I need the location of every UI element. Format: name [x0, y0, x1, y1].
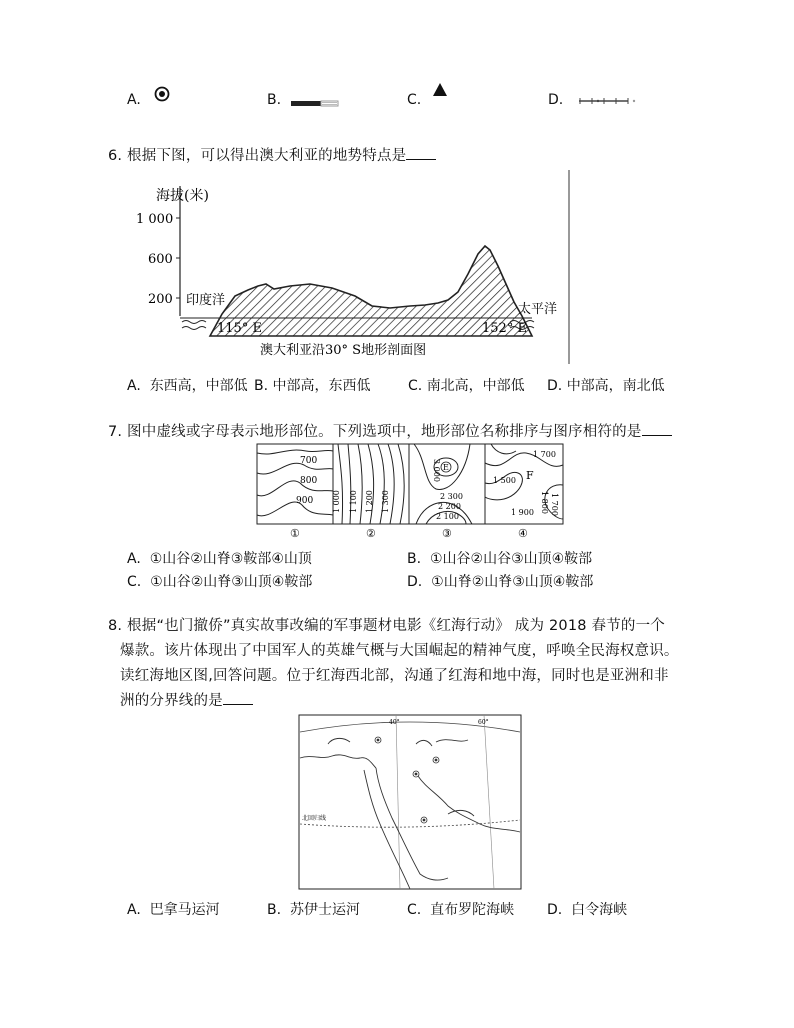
q8-stem-line-2: 爆款。该片体现出了中国军人的英雄气概与大国崛起的精神气度，呼唤全民海权意识。 — [120, 643, 679, 659]
figure-caption: 澳大利亚沿30° S地形剖面图 — [260, 343, 427, 358]
q7-option-c[interactable]: C. ①山谷②山脊③山顶④鞍部 — [127, 574, 313, 590]
contour-label: 1 900 — [511, 508, 534, 517]
map-frame — [299, 715, 521, 889]
triangle-peak-icon — [432, 82, 448, 102]
lon-label: 40° — [389, 719, 400, 726]
q6-stem: 6. 根据下图，可以得出澳大利亚的地势特点是 — [108, 144, 436, 165]
tropic-label: 北回归线 — [302, 815, 327, 822]
q8-option-b[interactable]: B. 苏伊士运河 — [267, 902, 360, 918]
x-right-label: 152° E — [482, 321, 527, 336]
point-label-e: E — [443, 463, 449, 472]
q7-option-b[interactable]: B. ①山谷②山谷③山顶④鞍部 — [407, 551, 593, 567]
x-left-label: 115° E — [217, 321, 262, 336]
y-tick-600: 600 — [148, 252, 173, 267]
q6-option-b[interactable]: B. 中部高，东西低 — [254, 378, 371, 394]
railway-line-icon — [578, 94, 640, 110]
q7-contour-figure — [256, 443, 566, 543]
contour-label: 1 500 — [493, 476, 516, 485]
q5-option-a-letter[interactable]: A. — [127, 92, 141, 108]
q5-option-d-letter[interactable]: D. — [548, 92, 564, 108]
contour-label: 700 — [300, 456, 318, 466]
q8-red-sea-map — [298, 714, 522, 890]
contour-label: 1 700 — [533, 450, 556, 459]
contour-label: 2 300 — [440, 492, 463, 501]
contour-label: 800 — [300, 476, 318, 486]
panel-number: ① — [290, 527, 300, 540]
q5-option-c-letter[interactable]: C. — [407, 92, 422, 108]
answer-blank[interactable] — [642, 423, 672, 436]
q6-option-c[interactable]: C. 南北高，中部低 — [408, 378, 525, 394]
q7-option-d[interactable]: D. ①山脊②山脊③山顶④鞍部 — [407, 574, 594, 590]
y-tick-200: 200 — [148, 292, 173, 307]
point-label-f: F — [526, 469, 534, 482]
lon-label: 60° — [478, 719, 489, 726]
q7-stem: 7. 图中虚线或字母表示地形部位。下列选项中，地形部位名称排序与图序相符的是 — [108, 420, 672, 441]
q5-option-b-letter[interactable]: B. — [267, 92, 282, 108]
y-tick-1000: 1 000 — [136, 212, 174, 227]
q8-option-a[interactable]: A. 巴拿马运河 — [127, 902, 220, 918]
panel-number: ④ — [518, 527, 528, 540]
circle-dot-icon — [154, 86, 170, 106]
answer-blank[interactable] — [406, 147, 436, 160]
q7-option-a[interactable]: A. ①山谷②山脊③鞍部④山顶 — [127, 551, 312, 567]
q8-stem-line-3: 读红海地区图,回答问题。位于红海西北部，沟通了红海和地中海，同时也是亚洲和非 — [120, 668, 669, 684]
indian-ocean-label: 印度洋 — [186, 293, 226, 308]
answer-blank[interactable] — [223, 692, 253, 705]
contour-label: 1 300 — [381, 490, 390, 513]
contour-label: 1 800 — [540, 491, 549, 514]
contour-label: 2 200 — [438, 502, 461, 511]
contour-panel-1 — [257, 450, 333, 516]
q6-option-d[interactable]: D. 中部高，南北低 — [547, 378, 665, 394]
scale-bar-icon — [291, 96, 339, 112]
q6-profile-figure — [136, 166, 572, 366]
q8-stem-line-1: 8. 根据“也门撤侨”真实故事改编的军事题材电影《红海行动》 成为 2018 春节的一个 — [108, 618, 665, 634]
contour-label: 3 000 — [432, 459, 441, 482]
contour-label: 2 100 — [436, 512, 459, 521]
y-axis-label: 海拔(米) — [156, 188, 209, 204]
contour-label: 1 000 — [332, 490, 341, 513]
panel-number: ③ — [442, 527, 452, 540]
q6-option-a[interactable]: A. 东西高，中部低 — [127, 378, 248, 394]
pacific-ocean-label: 太平洋 — [518, 302, 558, 317]
q8-stem-line-4: 洲的分界线的是 — [120, 689, 253, 710]
contour-label: 1 200 — [365, 490, 374, 513]
panel-number: ② — [366, 527, 376, 540]
q8-option-c[interactable]: C. 直布罗陀海峡 — [407, 902, 515, 918]
contour-label: 900 — [296, 496, 314, 506]
q8-option-d[interactable]: D. 白令海峡 — [547, 902, 628, 918]
contour-label: 1 700 — [550, 493, 559, 516]
contour-label: 1 100 — [349, 490, 358, 513]
